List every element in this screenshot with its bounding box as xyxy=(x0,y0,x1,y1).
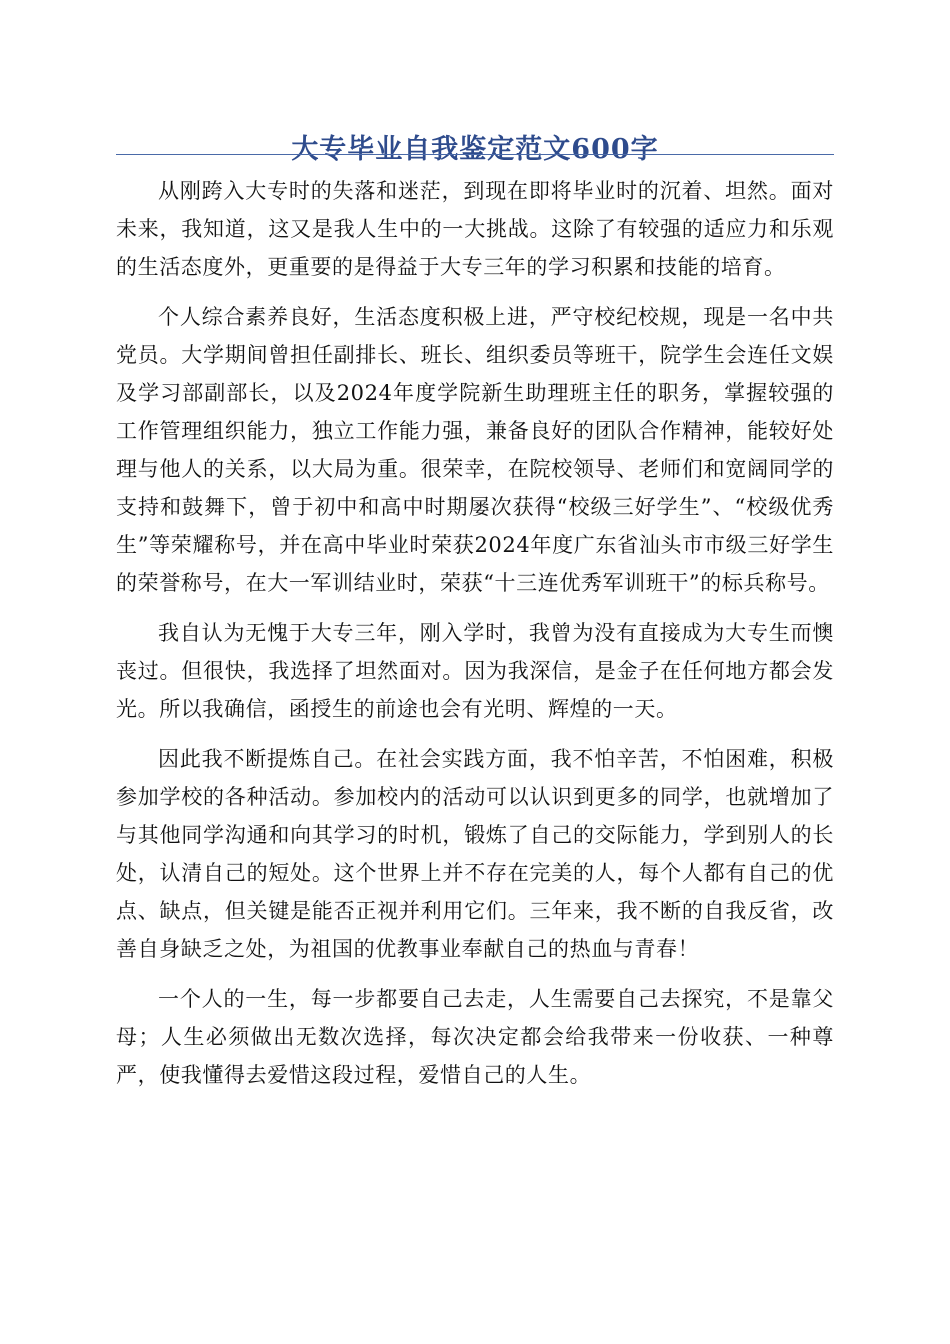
paragraph-2: 个人综合素养良好，生活态度积极上进，严守校纪校规，现是一名中共党员。大学期间曾担任副排长、班长、组织委员等班干，院学生会连任文娱及学习部副部长，以及2024年度学院新生助理班主任的职务，掌握较强的工作管理组织能力，独立工作能力强，兼备良好的团队合作精神，能较好处理与他人的关系，以大局为重。很荣幸，在院校领导、老师们和宽阔同学的支持和鼓舞下，曾于初中和高中时期屡次获得“校级三好学生”、“校级优秀生”等荣耀称号，并在高中毕业时荣获2024年度广东省汕头市市级三好学生的荣誉称号，在大一军训结业时，荣获“十三连优秀军训班干”的标兵称号。 xyxy=(116,305,834,595)
paragraph-4: 因此我不断提炼自己。在社会实践方面，我不怕辛苦，不怕困难，积极参加学校的各种活动。参加校内的活动可以认识到更多的同学，也就增加了与其他同学沟通和向其学习的时机，锻炼了自己的交际能力，学到别人的长处，认清自己的短处。这个世界上并不存在完美的人，每个人都有自己的优点、缺点，但关键是能否正视并利用它们。三年来，我不断的自我反省，改善自身缺乏之处，为祖国的优教事业奉献自己的热血与青春！ xyxy=(116,747,834,961)
paragraph-5: 一个人的一生，每一步都要自己去走，人生需要自己去探究，不是靠父母；人生必须做出无数次选择，每次决定都会给我带来一份收获、一种尊严，使我懂得去爱惜这段过程，爱惜自己的人生。 xyxy=(116,987,834,1087)
title-underline xyxy=(116,154,834,155)
paragraph-1: 从刚跨入大专时的失落和迷茫，到现在即将毕业时的沉着、坦然。面对未来，我知道，这又是我人生中的一大挑战。这除了有较强的适应力和乐观的生活态度外，更重要的是得益于大专三年的学习积累和技能的培育。 xyxy=(116,179,834,279)
document-title: 大专毕业自我鉴定范文600字 xyxy=(291,134,659,166)
paragraph-3: 我自认为无愧于大专三年，刚入学时，我曾为没有直接成为大专生而懊丧过。但很快，我选择了坦然面对。因为我深信，是金子在任何地方都会发光。所以我确信，函授生的前途也会有光明、辉煌的一天。 xyxy=(116,621,834,721)
document-body xyxy=(116,172,834,1106)
